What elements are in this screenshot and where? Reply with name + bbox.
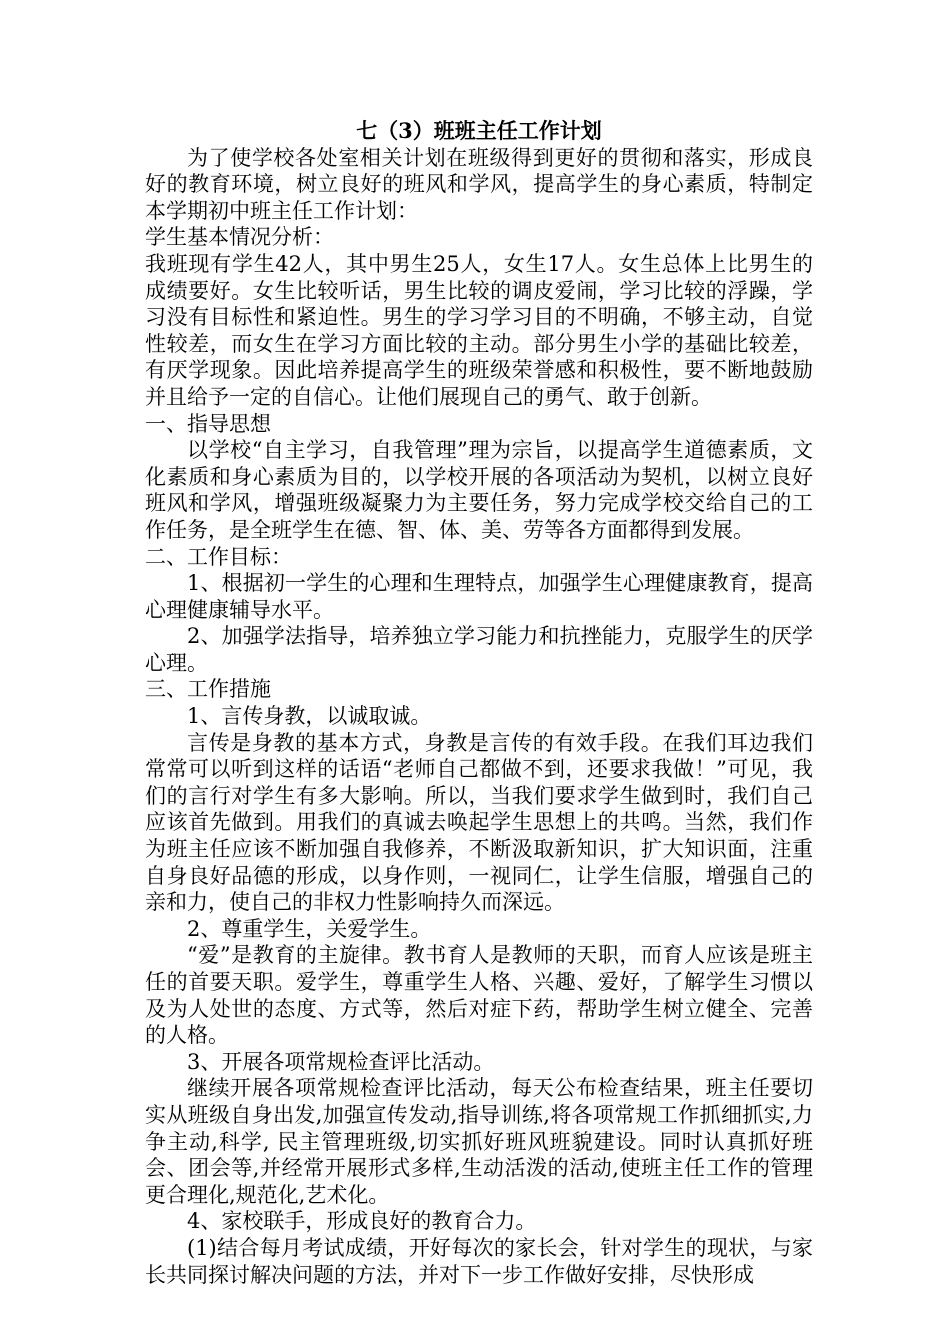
section-heading-guiding-ideology: 一、指导思想 [145,411,271,436]
measure-paragraph-3: 继续开展各项常规检查评比活动，每天公布检查结果，班主任要切实从班级自身出发,加强宣传发动,指导训练,将各项常规工作抓细抓实,力争主动,科学, 民主管理班级,切实抓好班风班貌建设。同时认真抓好班会、团会等,并经常开展形式多样,生动活泼的活动,使班主任工作的管理更合理化,规范化,艺术化。 [145,1076,813,1207]
measure-paragraph-1: 言传是身教的基本方式，身教是言传的有效手段。在我们耳边我们常常可以听到这样的话语“老师自己都做不到，还要求我做！”可见，我们的言行对学生有多大影响。所以，当我们要求学生做到时，我们自己应该首先做到。用我们的真诚去唤起学生思想上的共鸣。当然，我们作为班主任应该不断加强自我修养，不断汲取新知识，扩大知识面，注重自身良好品德的形成，以身作则，一视同仁，让学生信服，增强自己的亲和力，使自己的非权力性影响持久而深远。 [145,730,813,915]
document-title: 七（3）班班主任工作计划 [356,118,602,143]
measure-heading-3: 3、开展各项常规检查评比活动。 [187,1049,495,1074]
section-heading-student-analysis: 学生基本情况分析： [145,225,334,250]
measure-paragraph-4-1: (1)结合每月考试成绩，开好每次的家长会，针对学生的现状，与家长共同探讨解决问题的方法，并对下一步工作做好安排，尽快形成 [145,1235,813,1287]
intro-paragraph: 为了使学校各处室相关计划在班级得到更好的贯彻和落实，形成良好的教育环境，树立良好的班风和学风，提高学生的身心素质，特制定本学期初中班主任工作计划： [145,145,813,223]
student-analysis-paragraph: 我班现有学生42人，其中男生25人，女生17人。女生总体上比男生的成绩要好。女生比较听话，男生比较的调皮爱闹，学习比较的浮躁，学习没有目标性和紧迫性。男生的学习学习目的不明确，不够主动，自觉性较差，而女生在学习方面比较的主动。部分男生小学的基础比较差，有厌学现象。因此培养提高学生的班级荣誉感和积极性，要不断地鼓励并且给予一定的自信心。让他们展现自己的勇气、敢于创新。 [145,251,813,409]
measure-heading-1: 1、言传身教，以诚取诚。 [187,704,432,729]
work-goal-item-2: 2、加强学法指导，培养独立学习能力和抗挫能力，克服学生的厌学心理。 [145,624,813,675]
section-heading-work-goals: 二、工作目标： [145,544,292,569]
guiding-ideology-paragraph: 以学校“自主学习，自我管理”理为宗旨，以提高学生道德素质，文化素质和身心素质为目的，以学校开展的各项活动为契机，以树立良好班风和学风，增强班级凝聚力为主要任务，努力完成学校交给自己的工作任务，是全班学生在德、智、体、美、劳等各方面都得到发展。 [145,438,813,542]
section-heading-work-measures: 三、工作措施 [145,677,271,702]
work-goal-item-1: 1、根据初一学生的心理和生理特点，加强学生心理健康教育，提高心理健康辅导水平。 [145,571,813,622]
measure-heading-2: 2、尊重学生，关爱学生。 [187,916,432,941]
measure-paragraph-2: “爱”是教育的主旋律。教书育人是教师的天职，而育人应该是班主任的首要天职。爱学生，尊重学生人格、兴趣、爱好，了解学生习惯以及为人处世的态度、方式等，然后对症下药，帮助学生树立健全、完善的人格。 [145,943,813,1048]
measure-heading-4: 4、家校联手，形成良好的教育合力。 [187,1209,537,1234]
document-page [145,118,813,1288]
